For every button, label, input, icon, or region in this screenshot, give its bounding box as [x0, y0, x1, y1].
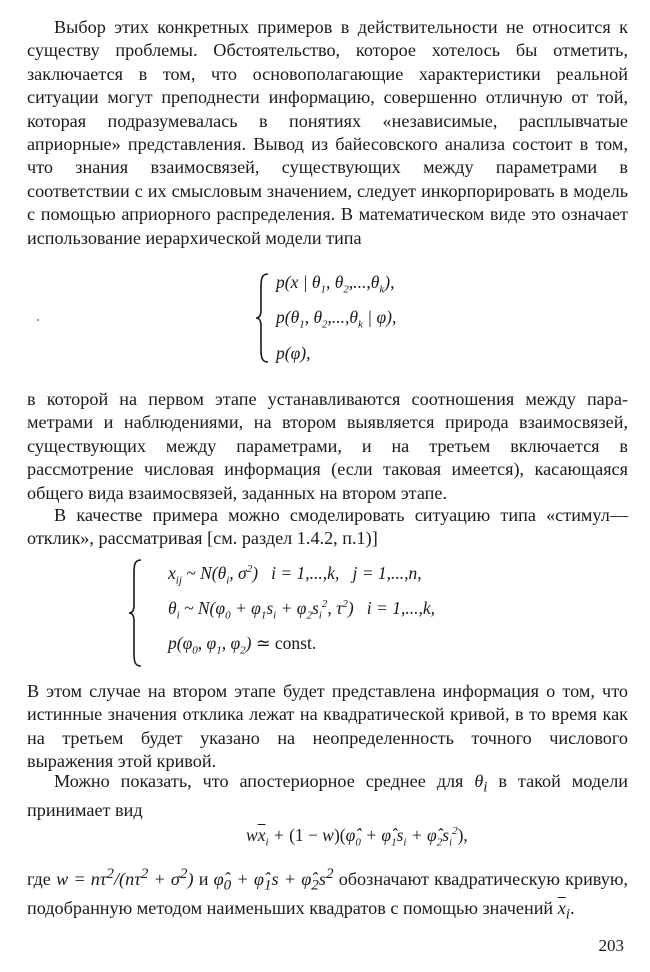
paragraph-interpretation-text: В этом случае на втором этапе будет представлена информация о том, что истинные значения отклика лежат на квадратической кривой, в то время как на третьем будет указано на неопределенность точного числового выражения этой кривой. — [27, 681, 628, 772]
model-1-line-3: p(φ), — [276, 343, 311, 363]
model-2-line-1: $x_{ij}$ ~ $N(\theta_i$, $\sigma^2$) i = 1,...,k, j = 1,...,n, — [168, 563, 422, 587]
brace-model-2 — [128, 558, 144, 668]
model-1-line-2: $p(\theta_1$, $\theta_2,...,\theta_k$ | φ), — [276, 307, 397, 331]
paragraph-where: где $w = n\tau^2/(n\tau^2 + \sigma^2)$ и $\varphî_0$ + $\varphî_1s$ + $\varphî_2s^2$ обозначают квадратическую кривую, подобранную методом наименьших квадратов с помощью значений $\overline{x}_i$. — [27, 865, 628, 923]
paragraph-posterior: Можно показать, что апостериорное среднее для $\theta_i$ в такой модели принимает вид — [27, 771, 628, 821]
paragraph-stages-text: в которой на первом этапе устанавливаются соотношения между параметрами и наблюдениями, на втором выявляется природа взаимосвязей, существующих между параметрами, и на третьем включается в рассмотрение числовая информация (если таковая имеется), касающаяся общего вида взаимосвязей, заданных на втором этапе. — [27, 389, 628, 503]
paragraph-example-text: В качестве примера можно смоделировать ситуацию типа «стимул—отклик», рассматривая [см. раздел 1.4.2, п.1)] — [27, 505, 628, 549]
model-2-line-2: $\theta_i$ ~ $N(\varphi_0 + \varphi_1s_i + \varphi_2s_i^2$, $\tau^2$) i = 1,...,k, — [168, 598, 435, 622]
paragraph-interpretation — [27, 680, 628, 774]
scan-speck — [37, 319, 39, 321]
posterior-formula: $w\overline{x}_i + (1$ − $w)(\varphî_0$ + $\varphî_1s_i$ + $\varphî_2s_i^2$), — [246, 825, 468, 849]
paragraph-example — [27, 504, 628, 551]
page-number: 203 — [598, 936, 624, 955]
paragraph-stages — [27, 388, 628, 505]
model-2-line-3: $p(\varphi_0$, $\varphi_1$, $\varphi_2$) ≃ const. — [168, 633, 317, 657]
paragraph-intro-text: Выбор этих конкретных примеров в действительности не относится к существу проблемы. Обстоятельство, которое хотелось бы отметить, заключается в том, что основополагающие характеристики реальной ситуации могут преподнести информацию, совершенно отличную от той, которая подразумевалась в понятиях «независимые, расплывчатые априорные» представления. Вывод из байесовского анализа состоит в том, что знания взаимосвязей, существующих между параметрами в соответствии с их смысловым значением, следует инкорпорировать в модель с помощью априорного распределения. В математическом виде это означает использование иерархической модели типа — [27, 17, 628, 248]
model-1-line-1: p(x | $\theta_1$, $\theta_2,...,\theta_k$), — [276, 272, 395, 296]
paragraph-intro — [27, 16, 628, 250]
brace-model-1 — [255, 272, 271, 364]
